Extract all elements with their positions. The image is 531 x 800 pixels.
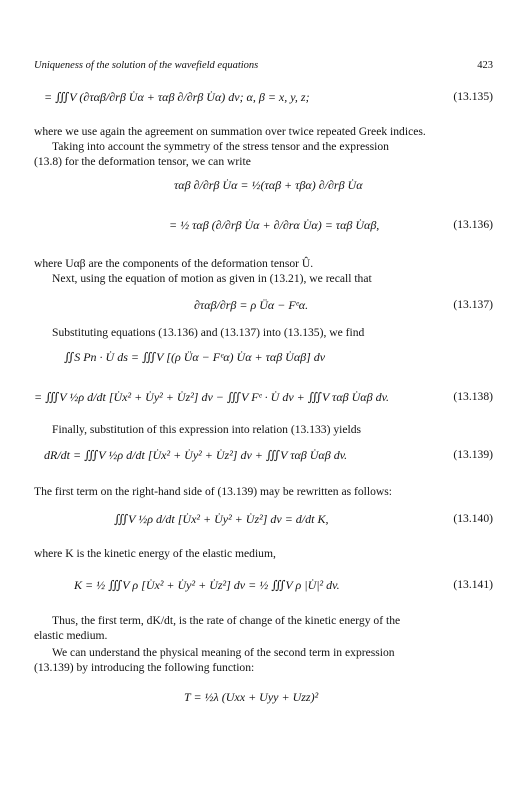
equation-13-141	[34, 578, 493, 600]
equation-formula: ταβ ∂/∂rβ U̇α = ½(ταβ + τβα) ∂/∂rβ U̇α	[174, 178, 363, 192]
paragraph-line: where Uαβ are the components of the deformation tensor Û.	[34, 257, 314, 270]
equation-13-135	[34, 90, 493, 112]
equation-formula: K = ½ ∭V ρ [U̇x² + U̇y² + U̇z²] dv = ½ ∭V ρ |U̇|² dv.	[74, 578, 340, 592]
equation-formula: = ∭V ½ρ d/dt [U̇x² + U̇y² + U̇z²] dv − ∭V Fᵉ · U̇ dv + ∭V ταβ U̇αβ dv.	[34, 390, 390, 404]
equation-symmetry	[34, 178, 493, 200]
equation-formula: ∬S Pn · U̇ ds = ∭V [(ρ Üα − Fᵉα) U̇α + ταβ U̇αβ] dv	[64, 350, 326, 364]
equation-formula: T = ½λ (Uxx + Uyy + Uzz)²	[184, 690, 319, 704]
equation-13-136	[34, 218, 493, 240]
paragraph-line: elastic medium.	[34, 629, 108, 642]
equation-number: (13.135)	[453, 90, 493, 103]
equation-13-137	[34, 298, 493, 320]
paragraph-line: Thus, the first term, dK/dt, is the rate of change of the kinetic energy of the	[52, 614, 401, 627]
equation-formula: ∭V ½ρ d/dt [U̇x² + U̇y² + U̇z²] dv = d/dt K,	[114, 512, 329, 526]
equation-number: (13.136)	[453, 218, 493, 231]
paragraph-line: where K is the kinetic energy of the elastic medium,	[34, 547, 276, 560]
running-title: Uniqueness of the solution of the wavefield equations	[34, 60, 259, 71]
equation-function-T	[34, 690, 493, 712]
equation-13-139	[34, 448, 493, 470]
equation-number: (13.138)	[453, 390, 493, 403]
paragraph-line: Taking into account the symmetry of the stress tensor and the expression	[52, 140, 389, 153]
equation-13-140	[34, 512, 493, 534]
paragraph-line: We can understand the physical meaning of the second term in expression	[52, 646, 395, 659]
equation-number: (13.140)	[453, 512, 493, 525]
equation-formula: dR/dt = ∭V ½ρ d/dt [U̇x² + U̇y² + U̇z²] dv + ∭V ταβ U̇αβ dv.	[44, 448, 348, 462]
paragraph-line: where we use again the agreement on summation over twice repeated Greek indices.	[34, 125, 426, 138]
equation-number: (13.141)	[453, 578, 493, 591]
equation-surface	[34, 350, 493, 372]
paragraph-line: (13.139) by introducing the following function:	[34, 661, 255, 674]
equation-number: (13.137)	[453, 298, 493, 311]
paragraph-line: Substituting equations (13.136) and (13.137) into (13.135), we find	[52, 326, 365, 339]
paragraph-line: The first term on the right-hand side of (13.139) may be rewritten as follows:	[34, 485, 393, 498]
equation-13-138	[34, 390, 493, 412]
paragraph-line: (13.8) for the deformation tensor, we can write	[34, 155, 251, 168]
equation-number: (13.139)	[453, 448, 493, 461]
equation-formula: = ½ ταβ (∂/∂rβ U̇α + ∂/∂rα U̇α) = ταβ U̇αβ,	[169, 218, 380, 232]
equation-formula: = ∭V (∂ταβ/∂rβ U̇α + ταβ ∂/∂rβ U̇α) dv; α, β = x, y, z;	[44, 90, 310, 104]
page-number: 423	[477, 60, 493, 71]
paragraph-line: Finally, substitution of this expression into relation (13.133) yields	[52, 423, 362, 436]
paragraph-line: Next, using the equation of motion as given in (13.21), we recall that	[52, 272, 372, 285]
equation-formula: ∂ταβ/∂rβ = ρ Üα − Fᵉα.	[194, 298, 309, 312]
